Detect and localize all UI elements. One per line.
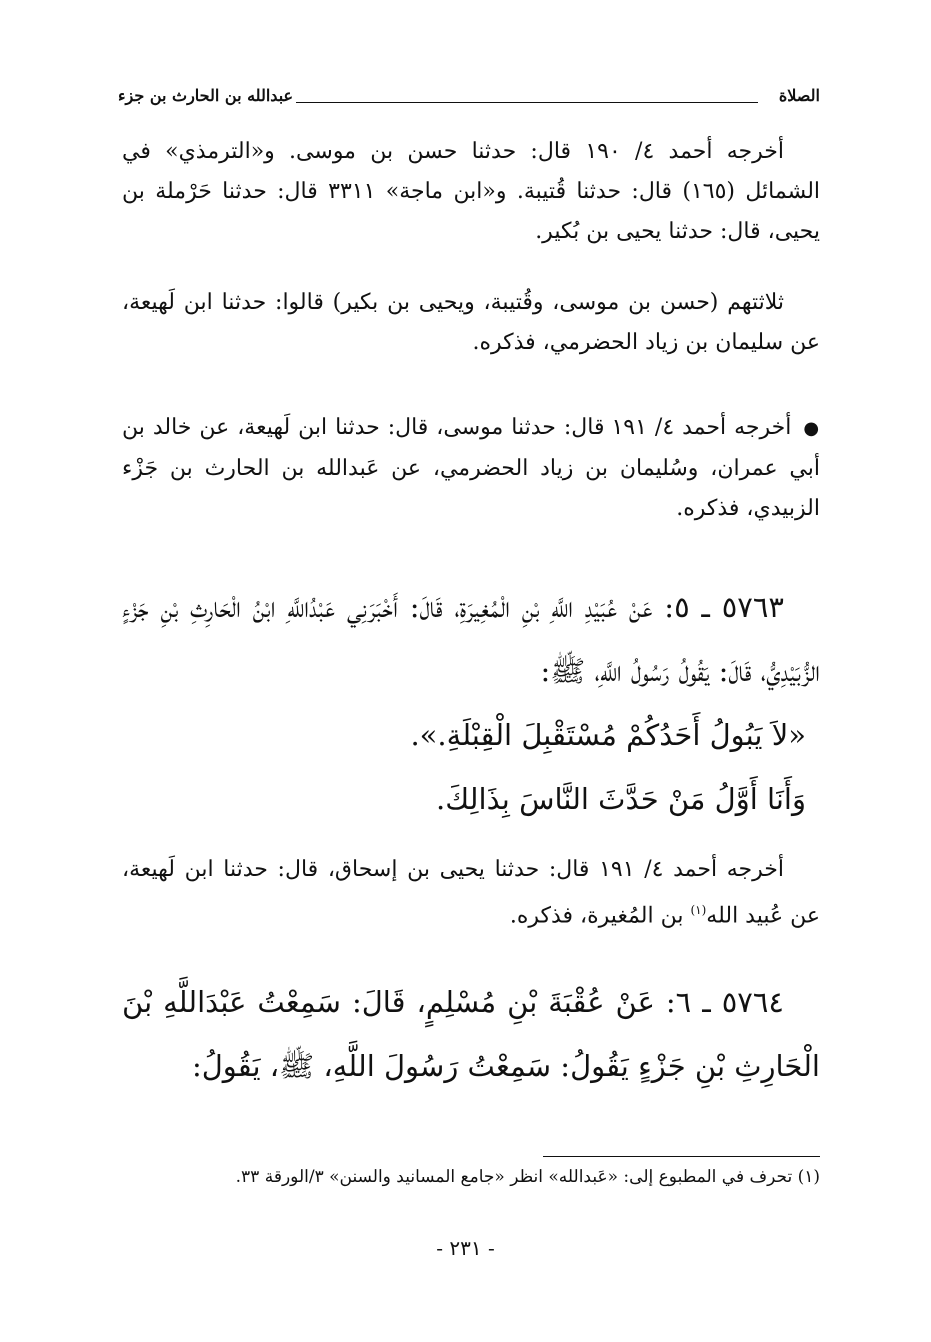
hadith-5763-quote: «لاَ يَبُولُ أَحَدُكُمْ مُسْتَقْبِلَ الْقِبْلَةِ.». (410, 718, 806, 752)
header-section-title: الصلاة (778, 86, 820, 105)
header-chapter-title: عبدالله بن الحارث بن جزء (118, 86, 294, 105)
hadith-5764-intro: ٥٧٦٤ ـ ٦: عَنْ عُقْبَةَ بْنِ مُسْلِمٍ، قَالَ: سَمِعْتُ عَبْدَاللَّهِ بْنَ الْحَارِثِ بْنِ جَزْءٍ يَقُولُ: سَمِعْتُ رَسُولَ اللَّهِ، ﷺ، يَقُولُ: (122, 985, 820, 1083)
takhrij-paragraph-1: أخرجه أحمد ٤/ ١٩٠ قال: حدثنا حسن بن موسى. و«الترمذي» في الشمائل (١٦٥) قال: حدثنا قُتيبة. و«ابن ماجة» ٣٣١١ قال: حدثنا حَرْملة بن يحيى، قال: حدثنا يحيى بن بُكير. (122, 139, 821, 244)
header-rule (296, 102, 758, 103)
takhrij-5763 (122, 850, 820, 936)
footnote: (١) تحرف في المطبوع إلى: «عَبدالله» انظر «جامع المسانيد والسنن» ٣/الورقة ٣٣. (235, 1167, 820, 1187)
footnote-reference[interactable]: (١) (690, 903, 707, 917)
takhrij-paragraph-2: ثلاثتهم (حسن بن موسى، وقُتيبة، ويحيى بن بكير) قالوا: حدثنا ابن لَهيعة، عن سليمان بن زياد الحضرمي، فذكره. (122, 290, 820, 355)
hadith-5764 (122, 970, 820, 1098)
takhrij-5763-text-before: أخرجه أحمد ٤/ ١٩١ قال: حدثنا يحيى بن إسحاق، قال: حدثنا ابن لَهيعة، عن عُبيد الله (122, 857, 820, 929)
footnote-rule (543, 1156, 820, 1157)
page-number: - ٢٣١ - (436, 1236, 495, 1260)
hadith-5763-intro: ٥٧٦٣ ـ ٥: عَنْ عُبَيْدِ اللَّهِ بْنِ الْمُغِيرَةِ، قَالَ: أَخْبَرَنِي عَبْدُاللَّهِ ابْنُ الْحَارِثِ بْنِ جَزْءٍ الزُّبَيْدِيُّ، قَالَ: يَقُولُ رَسُولُ اللَّهِ، ﷺ: (122, 590, 820, 688)
takhrij-5763-text-after: بن المُغيرة، فذكره. (509, 903, 684, 929)
hadith-5763-closing: وَأَنَا أَوَّلُ مَنْ حَدَّثَ النَّاسَ بِذَالِكَ. (436, 782, 806, 816)
hadith-5763 (122, 575, 820, 831)
takhrij-paragraph-3 (122, 408, 820, 529)
bullet-icon: ● (803, 418, 820, 439)
takhrij-paragraph-3-text: أخرجه أحمد ٤/ ١٩١ قال: حدثنا موسى، قال: حدثنا ابن لَهيعة، عن خالد بن أبي عمران، وسُليمان بن زياد الحضرمي، عن عَبدالله بن الحارث بن جَزْء الزبيدي، فذكره. (122, 415, 820, 521)
running-header (118, 86, 820, 116)
